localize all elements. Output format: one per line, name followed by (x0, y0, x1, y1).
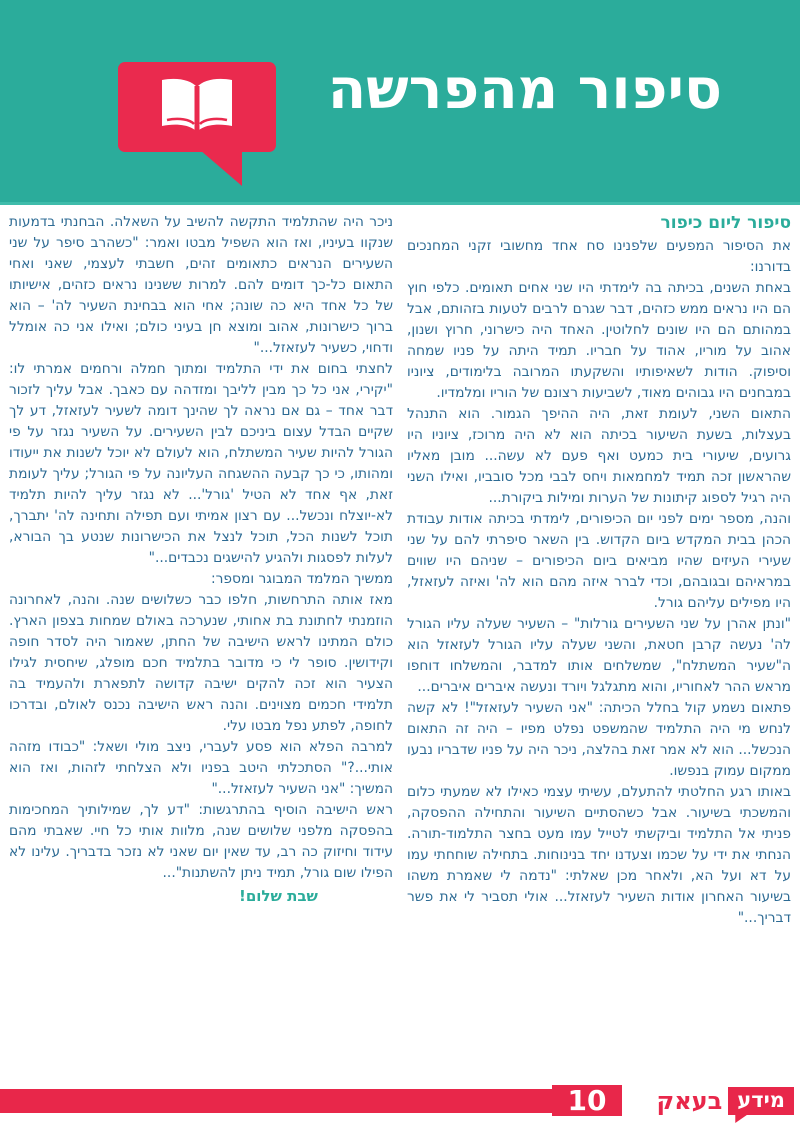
open-book-icon (147, 76, 247, 138)
paragraph: ראש הישיבה הוסיף בהתרגשות: "דע לך, שמילותיך המחכימות בהפסקה מלפני שלושים שנה, מלוות אותי כל חיי. שאבתי מהם עידוד וחיזוק כה רב, עד שאין יום שאני לא נזכר בדבריך. עלינו לא הפילו שום גורל, תמיד ניתן להשתנות"... (9, 802, 393, 881)
page-title: סיפור מהפרשה (327, 57, 722, 122)
footer-red-bar (0, 1089, 590, 1113)
paragraph: באותו רגע החלטתי להתעלם, עשיתי עצמי כאילו לא שמעתי כלום והמשכתי בשיעור. אבל כשהסתיים השיעור והתחילה ההפסקה, פניתי אל התלמיד וביקשתי לטייל עמו מעט בחצר התלמוד-תורה. הנחתי את ידי על שכמו וצעדנו יחד בנינוחות. בתחילה שוחחתי עמו על דא ועל הא, ולאחר מכן שאלתי: "נדמה לי שאמרת משהו בשיעור האחרון אודות השעיר לעזאזל... אולי תסביר לי את פשר דבריך..." (407, 784, 791, 926)
article-heading: סיפור ליום כיפור (660, 213, 791, 233)
paragraph: באחת השנים, בכיתה בה לימדתי היו שני אחים תאומים. כלפי חוץ הם היו נראים ממש כזהים, דבר שגרם לרבים לטעות בזהותם, אבל במהותם הם היו שונים לחלוטין. האחד היה כישרוני, חרוץ ושנון, אהוב על מוריו, אהוד על חבריו. תמיד היתה על פניו שמחה וסיפוק. הודות לשאיפותיו והשקעתו המרובה בלימודים, ציוניו במבחנים היו גבוהים מאוד, לשביעות רצונם של הוריו ומלמדיו. (407, 280, 791, 401)
publication-logo (657, 1087, 794, 1115)
logo-boxed-word (728, 1087, 794, 1115)
paragraph: לחצתי בחום את ידי התלמיד ומתוך חמלה ורחמים אמרתי לו: "יקירי, אני כל כך מבין לליבך ומזדהה עם כאבך. אבל עליך לזכור דבר אחד – גם אם נראה לך שהינך דומה לשעיר לעזאזל, דע לך שקיים הבדל עצום ביניכם לבין השעירים. על השעיר נגזר על פי הגורל להיות שעיר המשתלח, הוא לעולם לא יוכל לשנות את ייעודו ומהותו, כי כך קבעה ההשגחה העליונה על פי הגורל; עליך לעומת זאת, אף אחד לא הטיל 'גורל'... לא נגזר עליך להיות תלמיד לא-יוצלח ונכשל... עם רצון אמיתי ועם תפילה ותחינה לה' יתברך, תוכל לשנות הכל, תוכל לנצל את הכישרונות שנטע בך הבורא, לעלות לפסגות ולהגיע להישגים נכבדים..." (9, 361, 393, 566)
page-number (552, 1085, 622, 1116)
paragraph: ממשיך המלמד המבוגר ומספר: (210, 571, 393, 587)
paragraph: את הסיפור המפעים שלפנינו סח אחד מחשובי זקני המחנכים בדורנו: (407, 238, 791, 275)
paragraph: והנה, מספר ימים לפני יום הכיפורים, לימדתי בכיתה אודות עבודת הכהן בבית המקדש ביום הקדוש. בין השאר סיפרתי להם על שני שעירי העיזים שהיו מביאים ביום הכיפורים – שניהם היו שווים במראיהם ובגובהם, וכדי לברר איזה מהם הוא לה' ואיזה לעזאזל, היו מפילים עליהם גורל. (407, 511, 791, 611)
logo-plain-word: בעאק (656, 1087, 723, 1115)
page-header (0, 0, 800, 205)
closing-greeting: שבת שלום! (239, 887, 318, 905)
column-left (9, 212, 393, 1084)
paragraph: ניכר היה שהתלמיד התקשה להשיב על השאלה. הבחנתי בדמעות שנקוו בעיניו, ואז הוא השפיל מבטו ואמר: "כשהרב סיפר על שני השעירים הנראים כתאומים זהים, חשבתי לעצמי, שאני ואחי התאום כל-כך דומים להם. למרות ששנינו נראים כזהים, אישיותו של כל אחד היא כה שונה; אחי הוא בבחינת השעיר לה' – הוא ברוך כישרונות, אהוב ומוצא חן בעיני כולם; ואילו אני כה אומלל ודחוי, כשעיר לעזאזל..." (9, 214, 393, 356)
paragraph: "ונתן אהרן על שני השעירים גורלות" – השעיר שעלה עליו הגורל לה' נעשה קרבן חטאת, והשני שעלה עליו הגורל לעזאזל הוא ה"שעיר המשתלח", שמשלחים אותו למדבר, והמשלחו דוחפו מראש ההר לאחוריו, והוא מתגלגל ויורד ונעשה איברים איברים... (407, 616, 791, 695)
page-number-value: 10 (567, 1084, 607, 1117)
speech-bubble-tail (200, 150, 242, 186)
paragraph: התאום השני, לעומת זאת, היה ההיפך הגמור. הוא התנהל בעצלות, בשעת השיעור בכיתה הוא לא היה מרוכז, ציוניו היו גרועים, שיעורי בית כמעט ואף פעם לא עשה... מובן מאליו שהראשון זכה תמיד למחמאות ויחס לבבי מכל סובביו, ואילו השני היה רגיל לספוג קיתונות של הערות ומילות ביקורת... (407, 406, 791, 506)
article-body (0, 212, 800, 1084)
paragraph: מאז אותה התרחשות, חלפו כבר כשלושים שנה. והנה, לאחרונה הוזמנתי לחתונת בת אחותי, שנערכה באולם שמחות בצפון הארץ. כולם המתינו לראש הישיבה של החתן, שאמור היה לסדר חופה וקידושין. סופר לי כי מדובר בתלמיד חכם מופלג, שיחסית לגילו הצעיר הוא זכה להקים ישיבה קדושה לתפארת ולהעמיד בה תלמידי חכמים מצוינים. והנה ראש הישיבה נכנס לאולם, ובדרכו לחופה, לפתע נפל מבטו עלי. (9, 592, 393, 734)
paragraph: למרבה הפלא הוא פסע לעברי, ניצב מולי ושאל: "כבודו מזהה אותי...?" הסתכלתי היטב בפניו ולא הצלחתי לזהות, ואז הוא המשיך: "אני השעיר לעזאזל..." (9, 739, 393, 797)
logo-bubble-tail-icon (735, 1114, 748, 1123)
logo-boxed-word-text: מידע (737, 1088, 785, 1112)
column-right (407, 212, 791, 1084)
paragraph: פתאום נשמע קול בחלל הכיתה: "אני השעיר לעזאזל"! לא קשה לנחש מי היה התלמיד שהמשפט נפלט מפיו – היה זה התאום הנכשל... הוא לא אמר זאת בהלצה, ניכר היה על פניו שדבריו נבעו ממקום עמוק בנפשו. (407, 700, 791, 779)
speech-bubble (118, 62, 276, 152)
